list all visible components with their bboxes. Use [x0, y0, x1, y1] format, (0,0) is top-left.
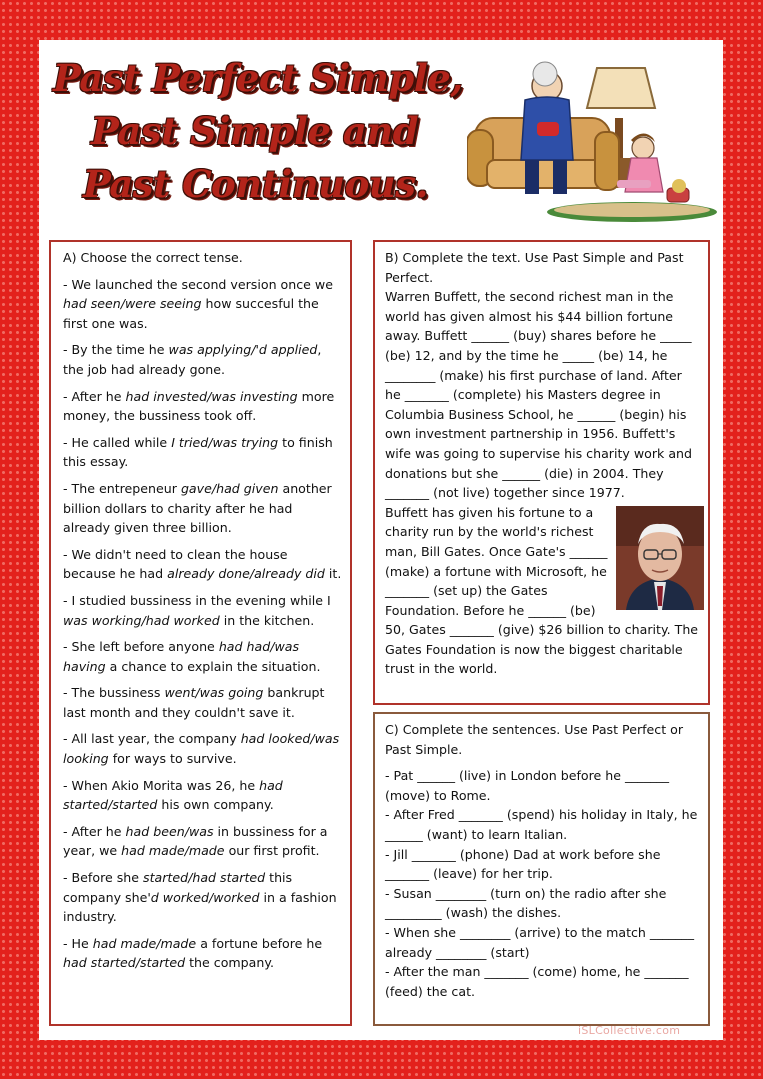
section-c-sentence: - After Fred _______ (spend) his holiday in Italy, he ______ (want) to learn Italian. — [385, 807, 698, 842]
item-options: went/was going — [164, 685, 264, 701]
section-c-heading: C) Complete the sentences. Use Past Perfect or Past Simple. — [385, 722, 684, 757]
item-text: - By the time he — [63, 342, 169, 358]
section-c-sentence: - Susan ________ (turn on) the radio after she _________ (wash) the dishes. — [385, 885, 667, 921]
item-options: had looked/was looking — [63, 731, 340, 767]
section-b-heading: B) Complete the text. Use Past Simple and Past Perfect. — [385, 250, 684, 285]
item-options: already done/already did — [167, 566, 325, 582]
item-options: I tried/was trying — [171, 434, 279, 450]
grandmother-and-child-illustration — [467, 60, 719, 222]
item-text: in a fashion industry. — [63, 889, 337, 925]
item-text: - When Akio Morita was 26, he — [63, 777, 260, 793]
item-options: had made/made — [121, 843, 225, 859]
title-line-2: Past Simple and — [91, 109, 419, 153]
item-text: - The bussiness — [63, 685, 165, 701]
worksheet — [39, 40, 723, 1040]
item-text: in bussiness for a year, we — [63, 823, 328, 859]
section-c-sentence: - Pat ______ (live) in London before he _______ (move) to Rome. — [385, 768, 670, 803]
item-text: the company. — [185, 955, 275, 971]
item-options: had made/made — [92, 935, 197, 951]
item-text: bankrupt last month and they couldn't save it. — [63, 685, 325, 720]
section-a-item — [63, 545, 342, 584]
item-text: for ways to survive. — [108, 751, 237, 767]
item-text: his own company. — [157, 797, 274, 813]
section-b-text-2-content: Buffett has given his fortune to a charity run by the world's richest man, Bill Gates. Once Gate's ______ (make) a fortune with Microsoft, he _______ (set up) the Gates Foundation. Before he ______ (be) 50, Gates _______ (give) $26 billion to charity. The Gates Foundation is now the biggest charitable trust in the world. — [385, 504, 699, 677]
item-text: more money, the bussiness took off. — [63, 388, 335, 424]
item-text: another billion dollars to charity after he had already given three billion. — [63, 480, 332, 536]
section-a-item — [63, 387, 342, 426]
section-c-sentence: - When she ________ (arrive) to the match _______ already ________ (start) — [385, 924, 694, 960]
section-c-sentence: - After the man _______ (come) home, he _______ (feed) the cat. — [385, 964, 689, 999]
title-line-3: Past Continuous. — [83, 162, 428, 206]
item-text: this company she — [63, 870, 293, 905]
item-options: started/had started — [143, 870, 266, 886]
item-options: had invested/was investing — [125, 388, 298, 404]
section-a-item — [63, 433, 342, 472]
section-a-item — [63, 934, 342, 973]
item-text: - After he — [63, 388, 126, 404]
section-b-text-1: Warren Buffett, the second richest man in the world has given almost his $44 billion fortune away. Buffett ______ (buy) shares before he _____ (be) 12, and by the time he _____ (be) 14, he ________ (make) his first purchase of land. After he _______ (complete) his Masters degree in Columbia Business School, he ______ (begin) his own investment partnership in 1956. Buffett's wife was going to supervise his charity work and donations but she ______ (die) in 2004. They _______ (not live) together since 1977. — [385, 289, 693, 501]
item-options: gave/had given — [180, 480, 279, 496]
item-text: - He called while — [63, 434, 172, 450]
title-line-1: Past Perfect Simple, — [53, 56, 463, 100]
item-text: - Before she — [63, 870, 144, 886]
section-a-item — [63, 637, 342, 676]
item-text: - The entrepeneur — [63, 480, 181, 496]
section-b-box — [373, 240, 710, 705]
section-a-item — [63, 275, 342, 334]
section-a-heading: A) Choose the correct tense. — [63, 250, 243, 265]
item-text: - After he — [63, 823, 126, 839]
section-b-text-2 — [385, 503, 700, 679]
section-a-item — [63, 683, 342, 722]
item-options: was applying/'d applied — [168, 342, 318, 358]
section-a-item — [63, 729, 342, 768]
item-text: - He — [63, 935, 93, 951]
item-text: it. — [324, 566, 342, 582]
item-text: - All last year, the company — [63, 731, 241, 747]
item-options: had started/started — [63, 955, 186, 971]
item-text: how succesful the first one was. — [63, 296, 319, 331]
item-text: - She left before anyone — [63, 639, 219, 655]
section-c-sentence: - Jill _______ (phone) Dad at work before she _______ (leave) for her trip. — [385, 846, 661, 882]
item-options: had started/started — [63, 777, 283, 813]
worksheet-title — [49, 52, 479, 211]
item-text: a chance to explain the situation. — [105, 658, 321, 674]
item-text: - We launched the second version once we — [63, 276, 333, 292]
item-text: to finish this essay. — [63, 434, 333, 470]
item-text: , the job had already gone. — [63, 342, 322, 377]
section-a-item — [63, 591, 342, 630]
item-text: - I studied bussiness in the evening while I — [63, 592, 331, 608]
warren-buffett-photo — [616, 506, 704, 610]
section-a-item — [63, 868, 342, 927]
item-text: in the kitchen. — [219, 612, 315, 628]
item-options: had seen/were seeing — [63, 296, 202, 312]
section-a-item — [63, 776, 342, 815]
section-a-item — [63, 479, 342, 538]
item-text: - We didn't need to clean the house because he had — [63, 546, 288, 582]
watermark: iSLCollective.com — [578, 1024, 681, 1037]
section-a-box — [49, 240, 352, 1026]
item-text: our first profit. — [224, 843, 320, 859]
item-options: was working/had worked — [63, 612, 220, 628]
section-a-item — [63, 822, 342, 861]
item-text: a fortune before he — [196, 935, 323, 951]
item-options: had had/was having — [63, 639, 300, 674]
item-options: 'd worked/worked — [147, 889, 260, 905]
item-options: had been/was — [125, 823, 214, 839]
section-a-item — [63, 340, 342, 379]
section-c-box — [373, 712, 710, 1026]
